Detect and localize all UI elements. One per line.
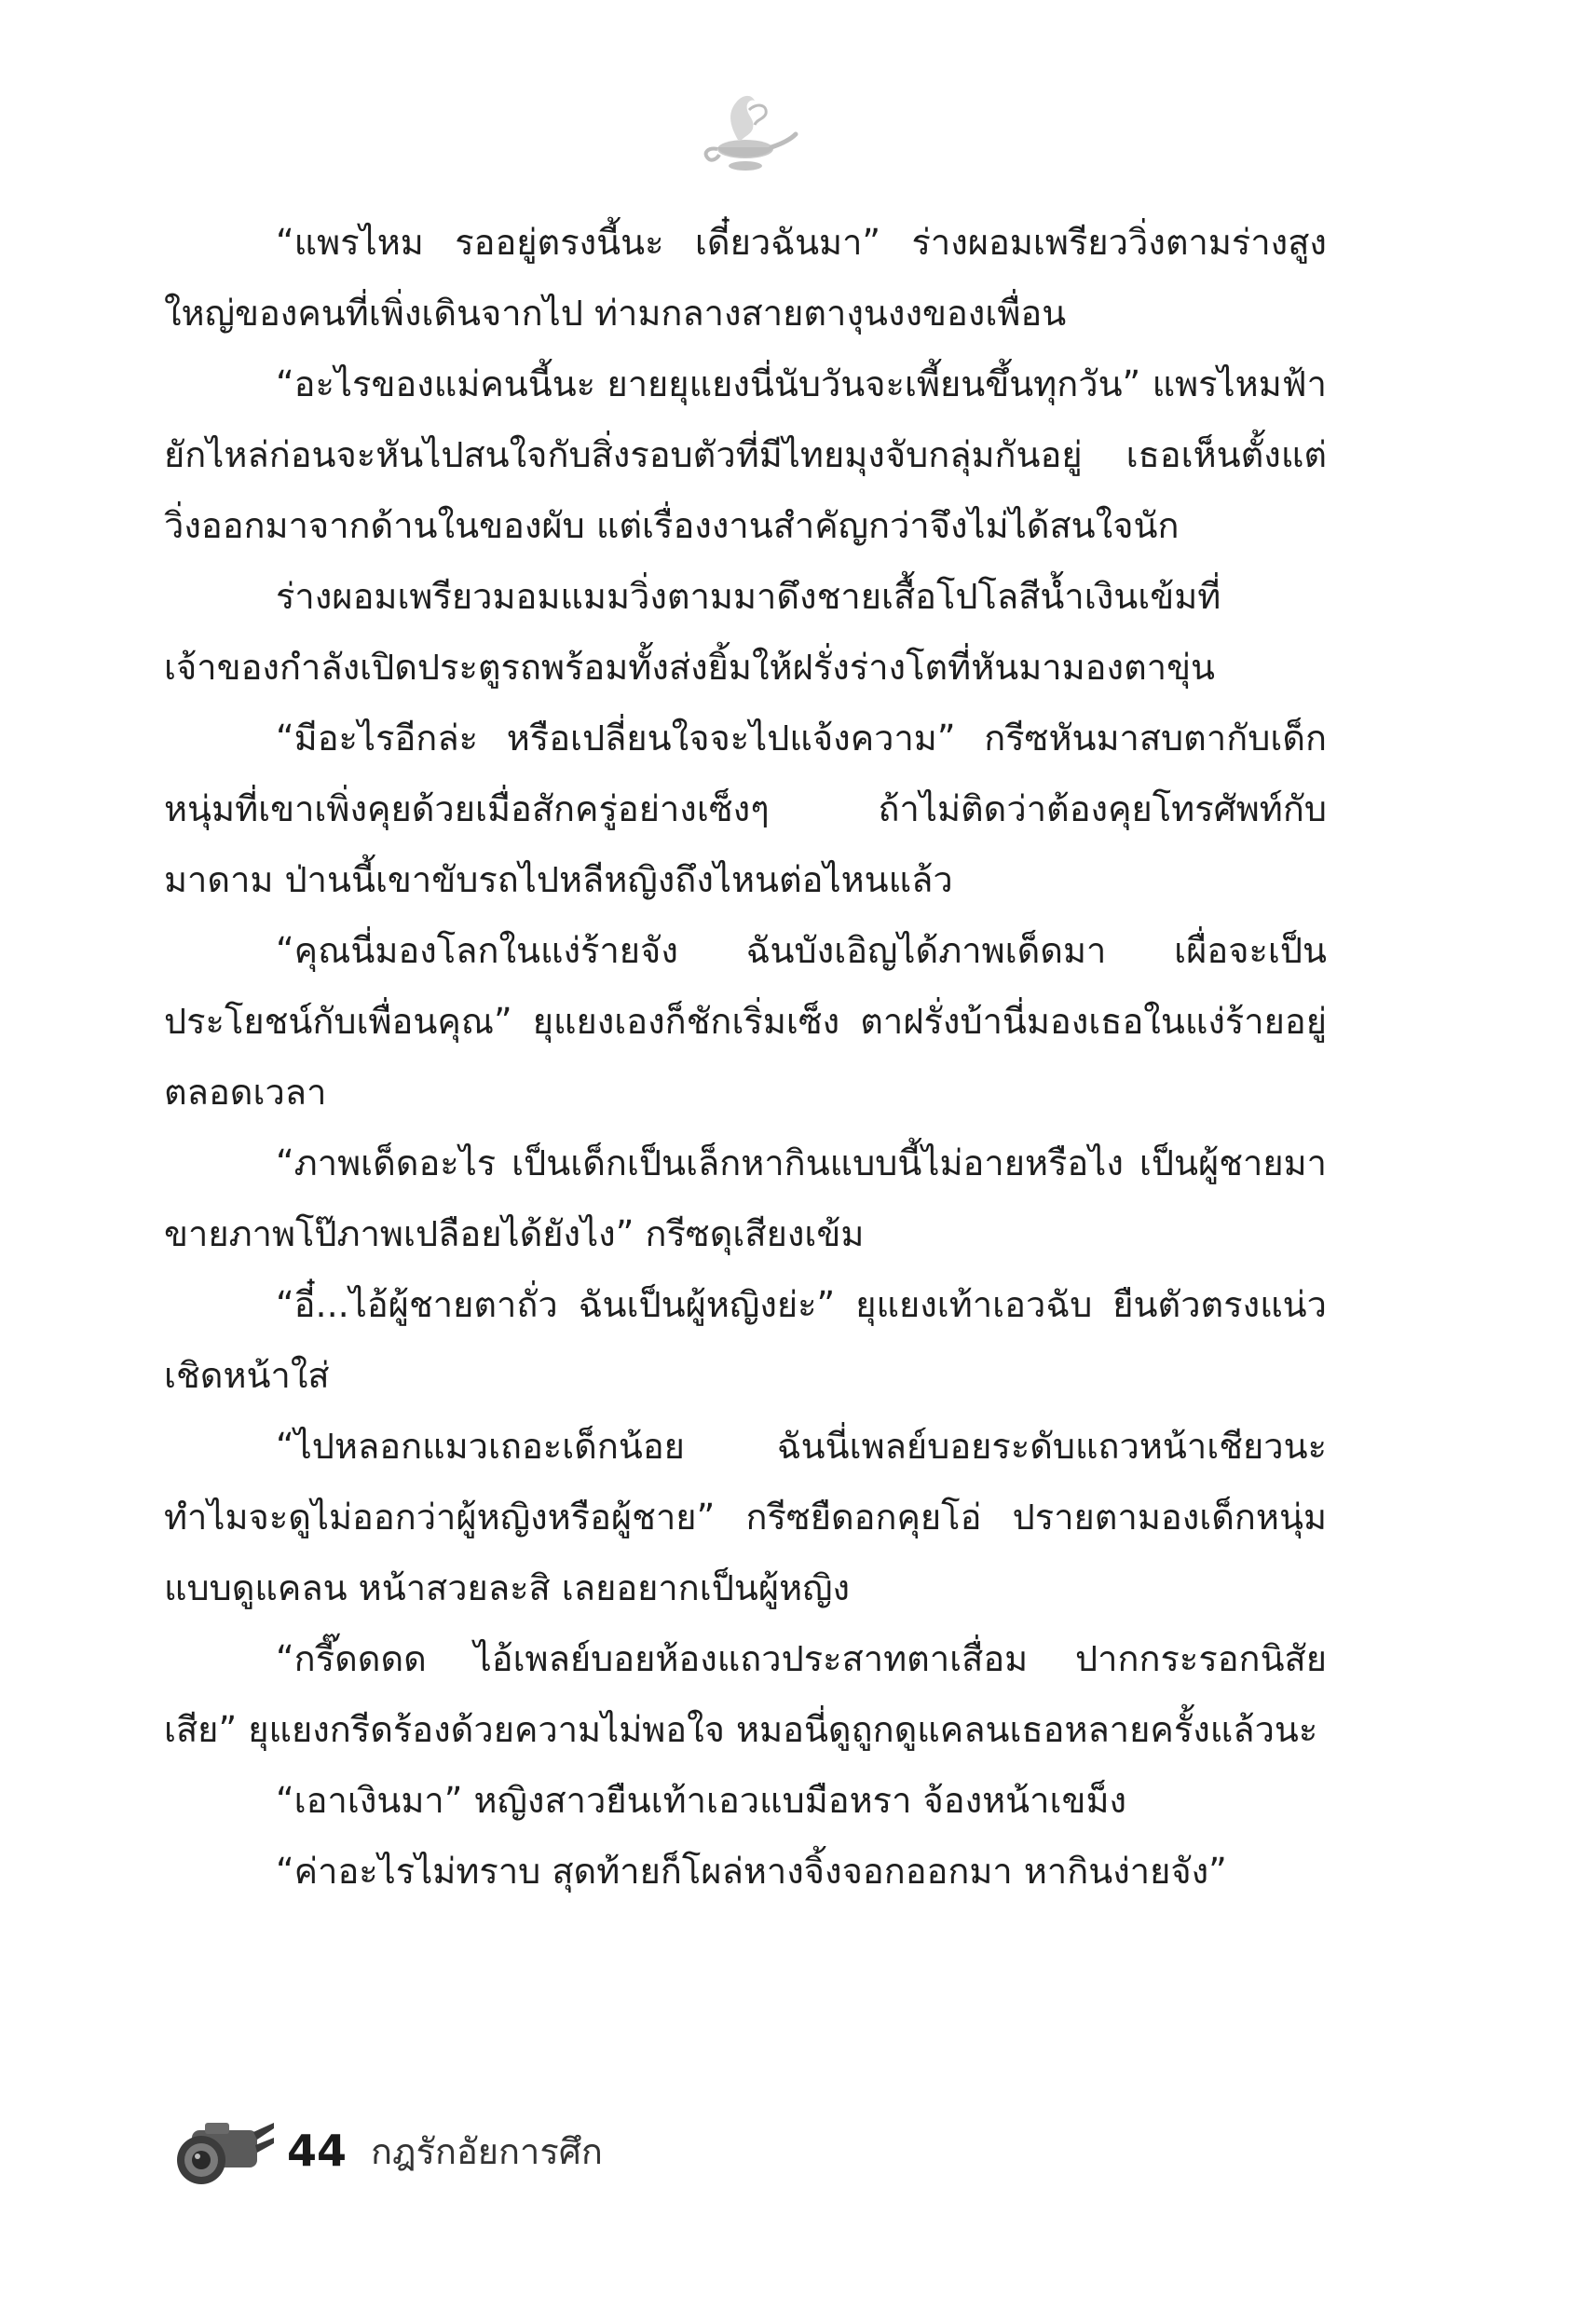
story-text [164, 207, 1327, 1907]
paragraph: “อี๋...ไอ้ผู้ชายตาถั่ว ฉันเป็นผู้หญิงย่ะ” ยุแยงเท้าเอวฉับ ยืนตัวตรงแน่ว เชิดหน้าใส่ [164, 1284, 1327, 1396]
camera-icon [164, 2113, 274, 2188]
paragraph: “ไปหลอกแมวเถอะเด็กน้อย ฉันนี่เพลย์บอยระดับแถวหน้าเชียวนะ ทำไมจะดูไม่ออกว่าผู้หญิงหรือผู้ชาย” กรีซยืดอกคุยโอ่ ปรายตามองเด็กหนุ่มแบบดูแคลน หน้าสวยละสิ เลยอยากเป็นผู้หญิง [164, 1426, 1327, 1608]
magic-lamp-icon [689, 82, 801, 175]
paragraph: ร่างผอมเพรียวมอมแมมวิ่งตามมาดึงชายเสื้อโปโลสีน้ำเงินเข้มที่เจ้าของกำลังเปิดประตูรถพร้อมทั้งส่งยิ้มให้ฝรั่งร่างโตที่หันมามองตาขุ่น [164, 576, 1221, 688]
paragraph: “เอาเงินมา” หญิงสาวยืนเท้าเอวแบมือหรา จ้องหน้าเขม็ง [276, 1780, 1127, 1821]
paragraph: “มีอะไรอีกล่ะ หรือเปลี่ยนใจจะไปแจ้งความ” กรีซหันมาสบตากับเด็กหนุ่มที่เขาเพิ่งคุยด้วยเมื่อสักครู่อย่างเซ็งๆ ถ้าไม่ติดว่าต้องคุยโทรศัพท์กับมาดาม ป่านนี้เขาขับรถไปหลีหญิงถึงไหนต่อไหนแล้ว [164, 718, 1327, 900]
paragraph: “อะไรของแม่คนนี้นะ ยายยุแยงนี่นับวันจะเพี้ยนขึ้นทุกวัน” แพรไหมฟ้ายักไหล่ก่อนจะหันไปสนใจกับสิ่งรอบตัวที่มีไทยมุงจับกลุ่มกันอยู่ เธอเห็นตั้งแต่วิ่งออกมาจากด้านในของผับ แต่เรื่องงานสำคัญกว่าจึงไม่ได้สนใจนัก [164, 363, 1327, 546]
paragraph: “แพรไหม รออยู่ตรงนี้นะ เดี๋ยวฉันมา” ร่างผอมเพรียววิ่งตามร่างสูงใหญ่ของคนที่เพิ่งเดินจากไป ท่ามกลางสายตางุนงงของเพื่อน [164, 222, 1327, 334]
paragraph: “ค่าอะไรไม่ทราบ สุดท้ายก็โผล่หางจิ้งจอกออกมา หากินง่ายจัง” [276, 1851, 1227, 1892]
page-footer [164, 2113, 603, 2188]
paragraph: “กรี๊ดดดด ไอ้เพลย์บอยห้องแถวประสาทตาเสื่อม ปากกระรอกนิสัยเสีย” ยุแยงกรีดร้องด้วยความไม่พอใจ หมอนี่ดูถูกดูแคลนเธอหลายครั้งแล้วนะ [164, 1638, 1327, 1750]
paragraph: “คุณนี่มองโลกในแง่ร้ายจัง ฉันบังเอิญได้ภาพเด็ดมา เผื่อจะเป็นประโยชน์กับเพื่อนคุณ” ยุแยงเองก็ชักเริ่มเซ็ง ตาฝรั่งบ้านี่มองเธอในแง่ร้ายอยู่ตลอดเวลา [164, 930, 1327, 1113]
book-title: กฎรักอัยการศึก [371, 2130, 603, 2172]
page-number: 44 [287, 2126, 348, 2176]
paragraph: “ภาพเด็ดอะไร เป็นเด็กเป็นเล็กหากินแบบนี้ไม่อายหรือไง เป็นผู้ชายมาขายภาพโป๊ภาพเปลือยได้ยังไง” กรีซดุเสียงเข้ม [164, 1142, 1327, 1254]
